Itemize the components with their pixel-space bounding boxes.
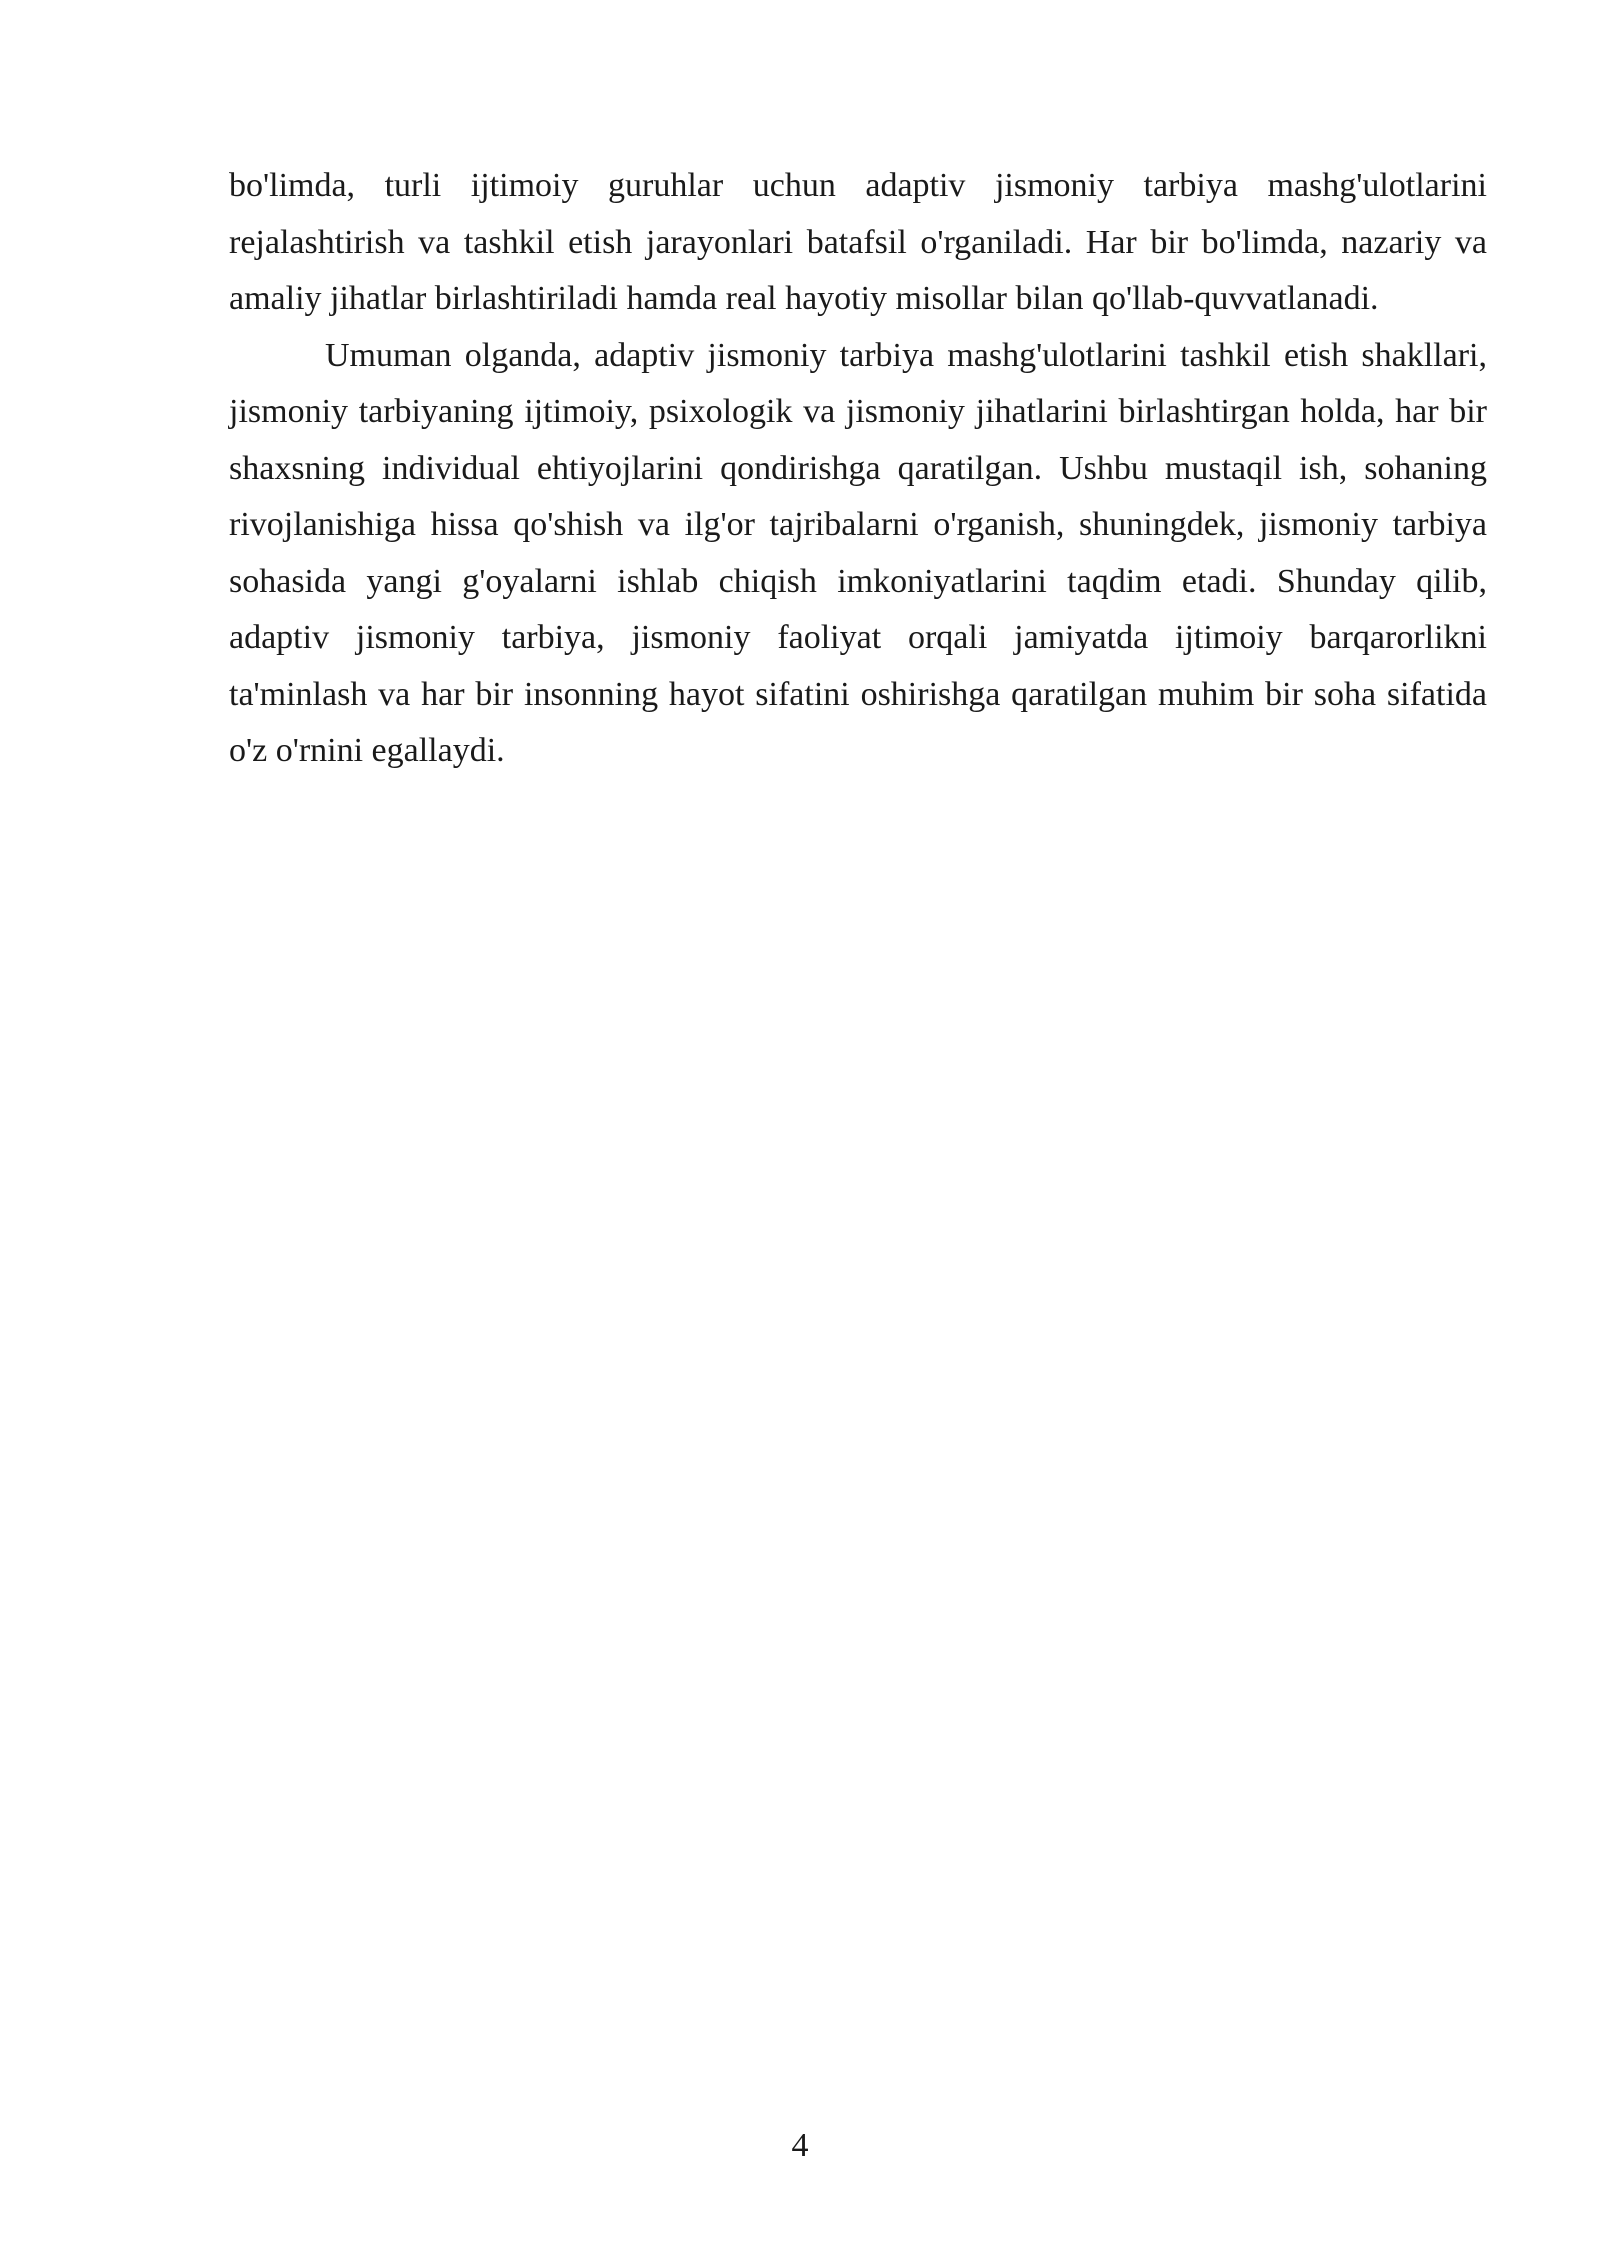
paragraph-conclusion: Umuman olganda, adaptiv jismoniy tarbiya mashg'ulotlarini tashkil etish shakllari, jismoniy tarbiyaning ijtimoiy, psixologik va jismoniy jihatlarini birlashtirgan holda, har bir shaxsning individual ehtiyojlarini qondirishga qaratilgan. Ushbu mustaqil ish, sohaning rivojlanishiga hissa qo'shish va ilg'or tajribalarni o'rganish, shuningdek, jismoniy tarbiya sohasida yangi g'oyalarni ishlab chiqish imkoniyatlarini taqdim etadi. Shunday qilib, adaptiv jismoniy tarbiya, jismoniy faoliyat orqali jamiyatda ijtimoiy barqarorlikni ta'minlash va har bir insonning hayot sifatini oshirishga qaratilgan muhim bir soha sifatida o'z o'rnini egallaydi. bbox=[229, 336, 1487, 769]
page-number: 4 bbox=[791, 2127, 809, 2164]
paragraph-continued: bo'limda, turli ijtimoiy guruhlar uchun adaptiv jismoniy tarbiya mashg'ulotlarini rejalashtirish va tashkil etish jarayonlari batafsil o'rganiladi. Har bir bo'limda, nazariy va amaliy jihatlar birlashtiriladi hamda real hayotiy misollar bilan qo'llab-quvvatlanadi. bbox=[229, 167, 1487, 317]
document-body bbox=[229, 158, 1487, 780]
